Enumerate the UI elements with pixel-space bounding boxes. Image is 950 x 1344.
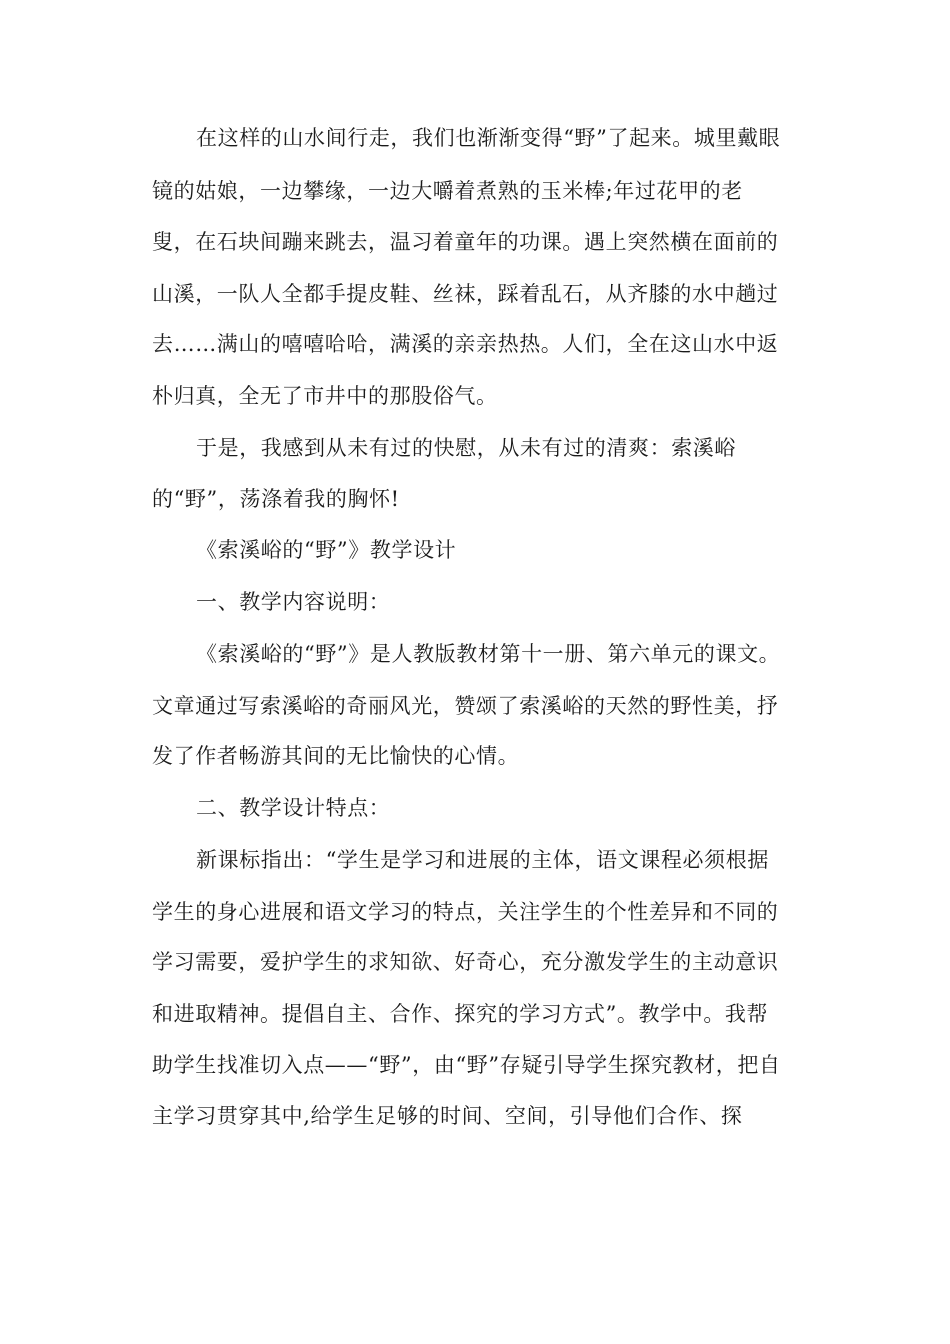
- paragraph-1-line-1: 在这样的山水间行走，我们也渐渐变得“野”了起来。城里戴眼: [196, 126, 781, 150]
- paragraph-1-line-6: 朴归真，全无了市井中的那股俗气。: [152, 384, 498, 408]
- section-title: 《索溪峪的“野”》教学设计: [196, 538, 457, 562]
- paragraph-3-line-3: 发了作者畅游其间的无比愉快的心情。: [152, 744, 520, 768]
- paragraph-4-line-1: 新课标指出：“学生是学习和进展的主体，语文课程必须根据: [196, 848, 769, 872]
- paragraph-1-line-4: 山溪，一队人全都手提皮鞋、丝袜，踩着乱石，从齐膝的水中趟过: [152, 282, 779, 306]
- paragraph-1-line-5: 去……满山的嘻嘻哈哈，满溪的亲亲热热。人们，全在这山水中返: [152, 332, 779, 356]
- paragraph-4-line-5: 助学生找准切入点——“野”，由“野”存疑引导学生探究教材，把自: [152, 1053, 781, 1077]
- heading-design-features: 二、教学设计特点：: [196, 796, 391, 820]
- paragraph-4-line-6: 主学习贯穿其中,给学生足够的时间、空间，引导他们合作、探: [152, 1104, 743, 1128]
- paragraph-3-line-2: 文章通过写索溪峪的奇丽风光，赞颂了索溪峪的天然的野性美，抒: [152, 694, 779, 718]
- paragraph-2-line-2: 的“野”，荡涤着我的胸怀!: [152, 487, 400, 511]
- paragraph-2-line-1: 于是，我感到从未有过的快慰，从未有过的清爽：索溪峪: [196, 436, 736, 460]
- paragraph-1-line-2: 镜的姑娘，一边攀缘，一边大嚼着煮熟的玉米棒;年过花甲的老: [152, 179, 743, 203]
- paragraph-4-line-2: 学生的身心进展和语文学习的特点，关注学生的个性差异和不同的: [152, 900, 779, 924]
- paragraph-1-line-3: 叟，在石块间蹦来跳去，温习着童年的功课。遇上突然横在面前的: [152, 230, 779, 254]
- paragraph-3-line-1: 《索溪峪的“野”》是人教版教材第十一册、第六单元的课文。: [196, 642, 781, 666]
- heading-teaching-content: 一、教学内容说明：: [196, 590, 391, 614]
- paragraph-4-line-3: 学习需要，爱护学生的求知欲、好奇心，充分激发学生的主动意识: [152, 950, 779, 974]
- paragraph-4-line-4: 和进取精神。提倡自主、合作、探究的学习方式”。教学中。我帮: [152, 1002, 769, 1026]
